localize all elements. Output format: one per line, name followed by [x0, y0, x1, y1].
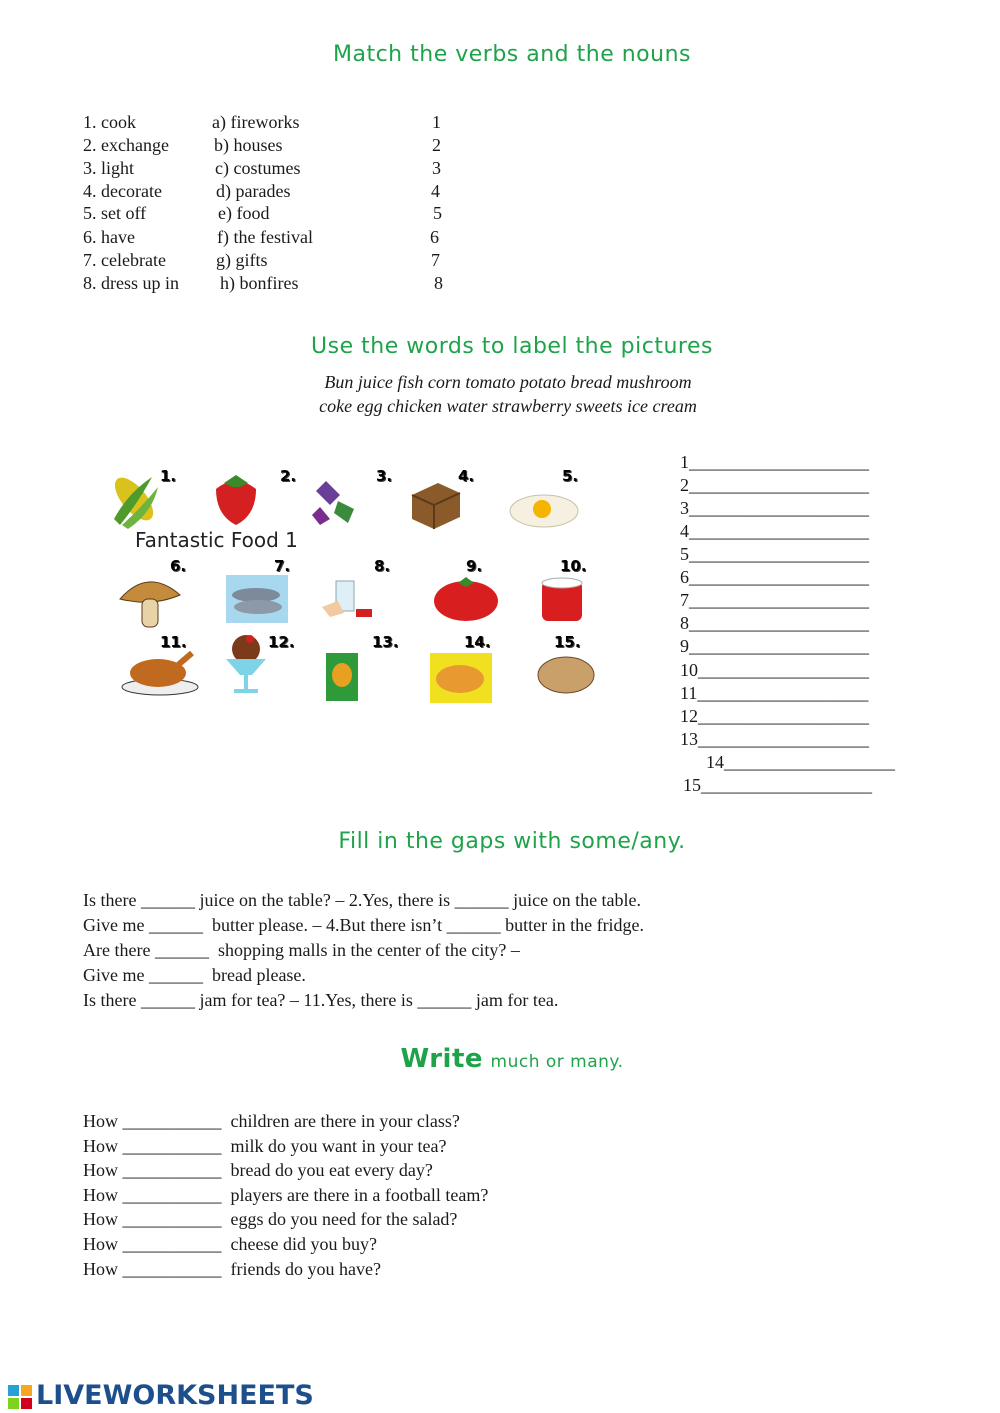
- answer-number: 3: [432, 158, 441, 178]
- answer-line[interactable]: 8____________________: [680, 613, 869, 633]
- gap-sentence[interactable]: Give me ______ bread please.: [83, 965, 306, 985]
- gap-sentence[interactable]: How ___________ cheese did you buy?: [83, 1234, 377, 1254]
- strawberry-icon: [216, 475, 256, 525]
- title-write: Write: [400, 1044, 484, 1074]
- gap-sentence[interactable]: How ___________ children are there in your class?: [83, 1111, 460, 1131]
- fish-icon: [226, 575, 288, 623]
- answer-number: 1: [432, 112, 441, 132]
- answer-number: 4: [431, 181, 440, 201]
- picture-number: 1.: [160, 467, 177, 485]
- verb-item: 4. decorate: [83, 181, 162, 201]
- picture-number: 7.: [274, 557, 291, 575]
- verb-item: 8. dress up in: [83, 273, 179, 293]
- gap-sentence[interactable]: Are there ______ shopping malls in the center of the city? –: [83, 940, 520, 960]
- section-title-much-many: [0, 1044, 1000, 1074]
- noun-item: g) gifts: [216, 250, 268, 270]
- gap-sentence[interactable]: How ___________ eggs do you need for the salad?: [83, 1209, 458, 1229]
- picture-number: 13.: [372, 633, 399, 651]
- tomato-icon: [434, 577, 498, 621]
- egg-icon: [510, 495, 578, 527]
- word-bank-line: coke egg chicken water strawberry sweets ice cream: [319, 396, 697, 416]
- answer-number: 2: [432, 135, 441, 155]
- section-title-some-any: Fill in the gaps with some/any.: [338, 829, 686, 854]
- picture-number: 9.: [466, 557, 483, 575]
- picture-number: 14.: [464, 633, 491, 651]
- answer-line[interactable]: 3____________________: [680, 498, 869, 518]
- gap-sentence[interactable]: Give me ______ butter please. – 4.But there isn’t ______ butter in the fridge.: [83, 915, 645, 935]
- food-picture-panel: [100, 455, 610, 705]
- answer-number: 5: [433, 203, 442, 223]
- answer-line[interactable]: 12___________________: [680, 706, 869, 726]
- answer-number: 6: [430, 227, 439, 247]
- picture-number: 4.: [458, 467, 475, 485]
- verb-item: 6. have: [83, 227, 135, 247]
- section-title-label: Use the words to label the pictures: [311, 334, 713, 359]
- gap-sentence[interactable]: How ___________ friends do you have?: [83, 1259, 381, 1279]
- verb-item: 1. cook: [83, 112, 136, 132]
- answer-number: 8: [434, 273, 443, 293]
- verb-item: 3. light: [83, 158, 135, 178]
- potato-icon: [538, 657, 594, 693]
- gap-sentence[interactable]: How ___________ players are there in a football team?: [83, 1185, 489, 1205]
- bread-icon: [412, 483, 460, 529]
- answer-line[interactable]: 7____________________: [680, 590, 869, 610]
- coke-icon: [542, 578, 582, 621]
- answer-line[interactable]: 2____________________: [680, 475, 869, 495]
- mushroom-icon: [120, 582, 180, 627]
- picture-number: 15.: [554, 633, 581, 651]
- liveworksheets-logo-icon: [8, 1385, 32, 1409]
- answer-line[interactable]: 9____________________: [680, 636, 869, 656]
- picture-number: 8.: [374, 557, 391, 575]
- noun-item: d) parades: [216, 181, 291, 201]
- answer-line[interactable]: 13___________________: [680, 729, 869, 749]
- answer-line[interactable]: 14___________________: [706, 752, 895, 772]
- picture-number: 11.: [160, 633, 187, 651]
- noun-item: e) food: [218, 203, 270, 223]
- answer-line[interactable]: 5____________________: [680, 544, 869, 564]
- liveworksheets-logo[interactable]: LIVEWORKSHEETS: [36, 1380, 314, 1411]
- answer-line[interactable]: 11___________________: [680, 683, 869, 703]
- ice-cream-icon: [226, 635, 266, 693]
- answer-number: 7: [431, 250, 440, 270]
- noun-item: f) the festival: [217, 227, 313, 247]
- word-bank-line: Bun juice fish corn tomato potato bread mushroom: [324, 372, 692, 392]
- gap-sentence[interactable]: How ___________ milk do you want in your tea?: [83, 1136, 447, 1156]
- verb-item: 5. set off: [83, 203, 147, 223]
- picture-number: 3.: [376, 467, 393, 485]
- section-title-match: Match the verbs and the nouns: [333, 42, 691, 67]
- picture-number: 6.: [170, 557, 187, 575]
- gap-sentence[interactable]: How ___________ bread do you eat every day?: [83, 1160, 433, 1180]
- chicken-icon: [122, 653, 198, 695]
- picture-number: 12.: [268, 633, 295, 651]
- picture-number: 5.: [562, 467, 579, 485]
- answer-line[interactable]: 15___________________: [683, 775, 872, 795]
- bun-icon: [430, 653, 492, 703]
- noun-item: b) houses: [214, 135, 283, 155]
- gap-sentence[interactable]: Is there ______ juice on the table? – 2.Yes, there is ______ juice on the table.: [83, 890, 642, 910]
- corn-icon: [108, 471, 160, 529]
- verb-item: 7. celebrate: [83, 250, 166, 270]
- noun-item: c) costumes: [215, 158, 301, 178]
- title-much-many: much or many.: [490, 1052, 624, 1072]
- noun-item: a) fireworks: [212, 112, 300, 132]
- answer-line[interactable]: 1____________________: [680, 452, 869, 472]
- noun-item: h) bonfires: [220, 273, 299, 293]
- answer-line[interactable]: 10___________________: [680, 660, 869, 680]
- water-icon: [322, 581, 372, 617]
- sweets-icon: [312, 481, 354, 525]
- food-pictures: [100, 455, 610, 705]
- answer-line[interactable]: 6____________________: [680, 567, 869, 587]
- answer-line[interactable]: 4____________________: [680, 521, 869, 541]
- gap-sentence[interactable]: Is there ______ jam for tea? – 11.Yes, there is ______ jam for tea.: [83, 990, 559, 1010]
- verb-item: 2. exchange: [83, 135, 169, 155]
- juice-icon: [326, 653, 358, 701]
- picture-number: 10.: [560, 557, 587, 575]
- picture-number: 2.: [280, 467, 297, 485]
- food-title: Fantastic Food 1: [135, 528, 298, 552]
